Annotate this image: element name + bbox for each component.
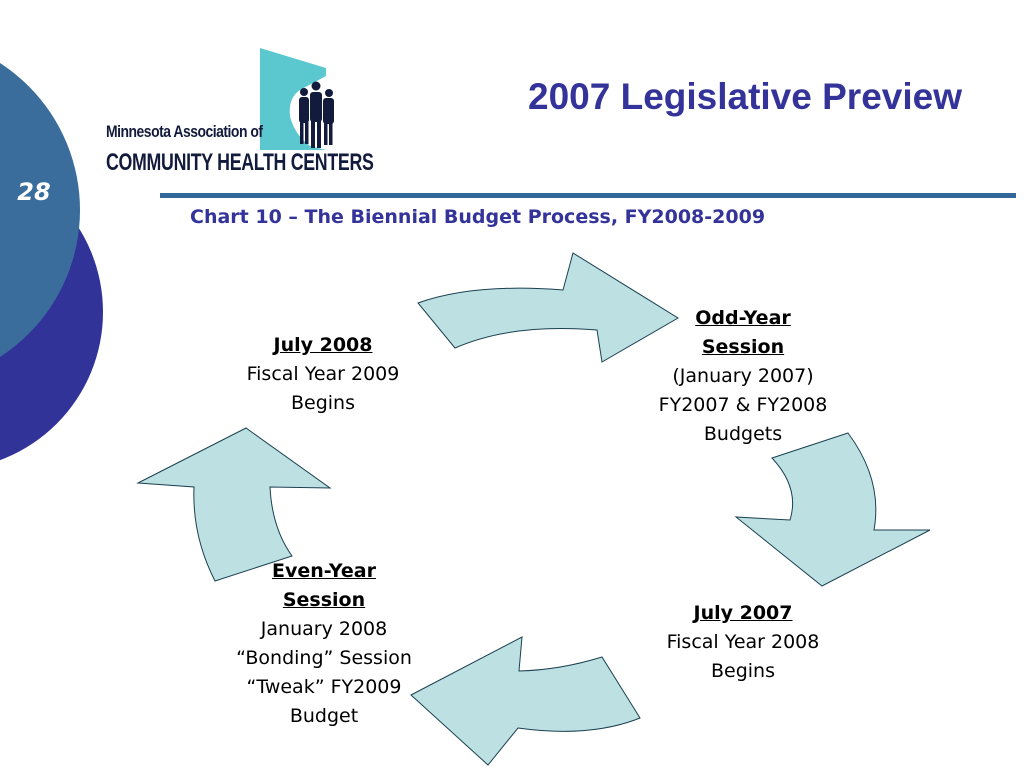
node-text: Budget [289, 705, 359, 727]
node-text: Begins [290, 392, 355, 414]
chart-subtitle: Chart 10 – The Biennial Budget Process, FY2008-2009 [190, 206, 766, 228]
node-heading: Even-Year [272, 560, 376, 582]
logo-text-line1: Minnesota Association of [106, 122, 263, 141]
node-text: Fiscal Year 2008 [666, 631, 820, 653]
node-even-year-session [214, 557, 434, 731]
node-heading: Session [282, 589, 366, 611]
node-text: “Bonding” Session [236, 647, 412, 669]
logo-text-line2: COMMUNITY HEALTH CENTERS [106, 149, 374, 176]
node-text: Begins [710, 660, 775, 682]
node-odd-year-session [640, 304, 846, 449]
node-text: Budgets [703, 423, 783, 445]
node-heading: July 2007 [693, 602, 793, 624]
node-july-2008 [220, 331, 426, 418]
page-title: 2007 Legislative Preview [528, 76, 962, 117]
node-text: Fiscal Year 2009 [246, 363, 400, 385]
node-heading: July 2008 [273, 334, 373, 356]
arrow-bottom [411, 637, 640, 765]
node-text: FY2007 & FY2008 [658, 394, 828, 416]
slide-number: 28 [17, 178, 51, 206]
node-text: (January 2007) [672, 365, 814, 387]
node-july-2007 [640, 599, 846, 686]
node-text: “Tweak” FY2009 [246, 676, 402, 698]
node-heading: Session [701, 336, 785, 358]
arrow-top [418, 253, 678, 362]
node-text: January 2008 [260, 618, 388, 640]
arrow-right [736, 433, 930, 586]
node-heading: Odd-Year [695, 307, 791, 329]
